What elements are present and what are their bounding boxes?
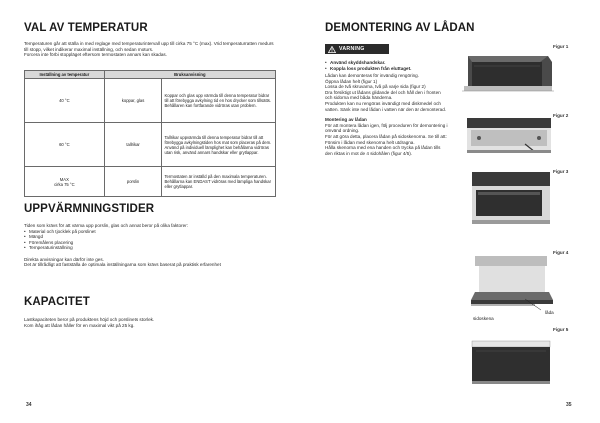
page-number-right: 35 bbox=[566, 402, 572, 408]
table-cell-setting: 60 °C bbox=[25, 123, 105, 167]
table-row bbox=[25, 167, 276, 197]
temperature-section-title: VAL AV TEMPERATUR bbox=[24, 22, 148, 34]
figure-5-illustration bbox=[468, 335, 553, 387]
heating-body bbox=[24, 223, 278, 268]
page-number-left: 34 bbox=[26, 402, 32, 408]
figure-2-illustration bbox=[465, 114, 553, 156]
heating-note-2: Det är tillrådligt att fastställa de optimala inställningarna som krävs baserat på praktisk erfarenhet bbox=[24, 262, 221, 268]
temperature-intro-line: Temperaturen går att ställa in med reglage med temperaturintervall upp till cirka 75 °C (max). Vrid temperaturratten medurs till stopp, vilket indikerar maximal inställning, och sedan moturs. bbox=[24, 41, 274, 52]
warning-badge bbox=[325, 44, 389, 54]
list-item: • Material och tjocklek på porslinet bbox=[24, 229, 278, 235]
heating-section-title: UPPVÄRMNINGSTIDER bbox=[24, 203, 155, 215]
demount-section-title: DEMONTERING AV LÅDAN bbox=[325, 22, 475, 34]
temperature-warning-line: Forcera inte förbi stoppläget eftersom termostaten annars kan skadas. bbox=[24, 52, 167, 58]
table-cell-desc: Termostaten är inställd på den maximala temperaturen. Behållarna kan ENDAST vidröras med lämpliga handskar eller grytlappar. bbox=[162, 167, 276, 197]
mount-step: För att montera lådan igen, följ proceduren för demontering i omvänd ordning. bbox=[325, 122, 448, 134]
capacity-section-title: KAPACITET bbox=[24, 296, 90, 308]
table-header-row bbox=[25, 71, 276, 79]
warning-list bbox=[325, 60, 453, 71]
figure-5-label: Figur 5 bbox=[553, 327, 569, 332]
table-row bbox=[25, 79, 276, 123]
mount-step: För att göra detta, placera lådan på sidoskenorna. Se till att: bbox=[325, 133, 447, 139]
table-cell-item: porslin bbox=[104, 167, 162, 197]
heating-factor-list bbox=[24, 229, 278, 251]
table-cell-item: tallrikar bbox=[104, 123, 162, 167]
capacity-body bbox=[24, 317, 278, 328]
table-header-setting: Inställning av temperatur bbox=[25, 71, 105, 79]
mount-subtitle: Montering av lådan bbox=[325, 117, 367, 123]
figure-2-label: Figur 2 bbox=[553, 113, 569, 118]
heating-intro: Tiden som krävs för att värma upp porslin, glas och annat beror på olika faktorer: bbox=[24, 223, 189, 228]
table-cell-setting: MAX cirka 75 °C bbox=[25, 167, 105, 197]
warning-label: VARNING bbox=[339, 46, 365, 52]
demount-step: Lossa de två skruvarna, två på varje sida (figur 2) bbox=[325, 84, 426, 90]
demount-step: Dra försiktigt ut lådans glidande del och håll den i fronten och sidorna med båda händerna. bbox=[325, 89, 441, 101]
warning-triangle-icon bbox=[328, 46, 336, 53]
mount-step: Fönsim i lådan med skenorna helt utdragna. bbox=[325, 139, 415, 145]
table-cell-desc: Tallrikar uppvärmda till denna temperatur bidrar till att förebygga avkylningstiden hos mat som placeras på dem. Använd på individuell lämplighet kan behållarna vidröras utan risk, använd annars handskar eller grytlappar. bbox=[162, 123, 276, 167]
table-row bbox=[25, 123, 276, 167]
figure-3-illustration bbox=[468, 168, 553, 228]
demount-step: Öppna lådan helt (figur 1) bbox=[325, 78, 378, 84]
warning-items bbox=[325, 60, 453, 71]
figure-1-illustration bbox=[460, 52, 555, 94]
figure-4-illustration bbox=[465, 254, 555, 312]
table-header-use: Bruksanvisning bbox=[104, 71, 275, 79]
temperature-table bbox=[24, 70, 276, 197]
right-page bbox=[300, 0, 600, 423]
demount-steps bbox=[325, 73, 449, 156]
figure-3-label: Figur 3 bbox=[553, 169, 569, 174]
list-item: • Mängd bbox=[24, 234, 278, 240]
list-item: • Temperaturinställning bbox=[24, 245, 278, 251]
capacity-line-1: Lastkapaciteten beror på produktens höjd och porslinets storlek. bbox=[24, 317, 155, 322]
figure-4-label: Figur 4 bbox=[553, 250, 569, 255]
mount-step: Hålla skenorna med ena handen och trycka på lådan tills den riktas in mot de 4 sidohålen (figur 4/5). bbox=[325, 145, 441, 156]
heating-note-1: Direkta anvisningar kan därför inte ges. bbox=[24, 256, 104, 262]
temperature-intro bbox=[24, 41, 278, 58]
table-cell-item: koppar, glas bbox=[104, 79, 162, 123]
demount-step: Lådan kan demonteras för invändig rengöring. bbox=[325, 73, 419, 78]
demount-step: Produkten kan nu rengöras invändigt med diskmedel och vatten. Sänk inte ned lådan i vatten när den är demonterad. bbox=[325, 100, 447, 112]
list-item: • Koppla loss produkten från eluttaget. bbox=[325, 66, 453, 72]
table-cell-setting: 40 °C bbox=[25, 79, 105, 123]
figure-1-label: Figur 1 bbox=[553, 44, 569, 49]
callout-sidoskena: sidoskena bbox=[473, 316, 494, 321]
callout-lada: låda bbox=[545, 310, 554, 315]
list-item: • Använd skyddshandskar. bbox=[325, 60, 453, 66]
capacity-line-2: Kom ihåg att lådan håller för en maximal vikt på 25 kg. bbox=[24, 322, 135, 328]
table-cell-desc: Koppar och glas upp värmda till denna temperatur bidrar till att förebygga avkylning tid en hos drycker som tillsätts. Behållaren kan fortfarande vidröras utan problem. bbox=[162, 79, 276, 123]
list-item: • Föremålens placering bbox=[24, 240, 278, 246]
